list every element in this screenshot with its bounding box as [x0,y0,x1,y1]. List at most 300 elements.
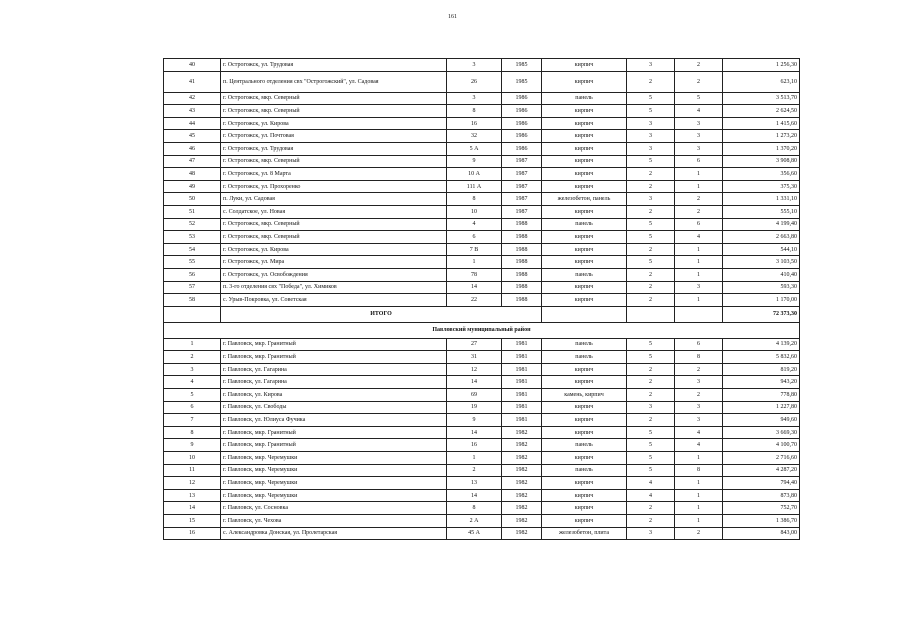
table-row [164,464,800,477]
cell-house: 3 [447,59,502,72]
cell-floors: 4 [627,489,675,502]
cell-area: 4 199,40 [723,218,800,231]
cell-year: 1986 [502,105,542,118]
cell-material: кирпич [542,117,627,130]
cell-year: 1988 [502,231,542,244]
cell-house: 27 [447,338,502,351]
cell-material: кирпич [542,256,627,269]
cell-year: 1988 [502,281,542,294]
cell-entrances: 2 [675,71,723,92]
cell-house: 12 [447,363,502,376]
cell-material: кирпич [542,376,627,389]
cell-entrances: 1 [675,268,723,281]
cell-floors: 5 [627,231,675,244]
cell-area: 1 370,20 [723,142,800,155]
cell-year: 1982 [502,452,542,465]
cell-material: кирпич [542,294,627,307]
cell-number: 2 [164,351,221,364]
cell-entrances: 1 [675,256,723,269]
cell-entrances: 3 [675,281,723,294]
cell-number: 54 [164,243,221,256]
cell-material: панель [542,439,627,452]
cell-entrances: 4 [675,426,723,439]
cell-address: п. 3-го отделения свх "Победа", ул. Химиков [221,281,447,294]
table-row [164,439,800,452]
cell-number: 42 [164,92,221,105]
cell-area: 1 273,20 [723,130,800,143]
cell-year: 1986 [502,92,542,105]
cell-area: 4 139,20 [723,338,800,351]
cell-year: 1986 [502,130,542,143]
table-row [164,351,800,364]
cell-entrances: 1 [675,515,723,528]
cell-year: 1988 [502,218,542,231]
table-row [164,205,800,218]
cell-material: кирпич [542,401,627,414]
cell-material: камень, кирпич [542,389,627,402]
cell-house: 8 [447,502,502,515]
cell-area: 843,00 [723,527,800,540]
cell-entrances: 5 [675,92,723,105]
section-b-rows [164,338,800,540]
cell-material: кирпич [542,281,627,294]
cell-year: 1987 [502,155,542,168]
total-label: ИТОГО [221,306,542,322]
cell-number: 8 [164,426,221,439]
cell-entrances: 1 [675,489,723,502]
cell-entrances: 2 [675,59,723,72]
cell-area: 778,80 [723,389,800,402]
page-number: 161 [448,14,457,20]
cell-house: 111 А [447,180,502,193]
cell-floors: 3 [627,527,675,540]
cell-address: г. Павловск, ул. Свободы [221,401,447,414]
cell-area: 1 386,70 [723,515,800,528]
cell-address: г. Острогожск, ул. Кирова [221,117,447,130]
cell-number: 12 [164,477,221,490]
cell-floors: 2 [627,268,675,281]
cell-floors: 5 [627,426,675,439]
cell-material: кирпич [542,71,627,92]
cell-material: панель [542,268,627,281]
table-row [164,527,800,540]
cell-material: кирпич [542,142,627,155]
cell-area: 1 227,80 [723,401,800,414]
cell-floors: 5 [627,92,675,105]
cell-address: г. Павловск, ул. Кирова [221,389,447,402]
cell-entrances: 4 [675,105,723,118]
cell-year: 1981 [502,363,542,376]
cell-house: 10 А [447,168,502,181]
table-row [164,294,800,307]
table-row [164,218,800,231]
cell-material: панель [542,464,627,477]
cell-number: 41 [164,71,221,92]
table-row [164,130,800,143]
cell-year: 1981 [502,338,542,351]
cell-area: 943,20 [723,376,800,389]
cell-material: кирпич [542,205,627,218]
cell-area: 623,10 [723,71,800,92]
cell-year: 1987 [502,205,542,218]
cell-material: кирпич [542,515,627,528]
cell-area: 2 663,80 [723,231,800,244]
cell-address: г. Павловск, мкр. Гранитный [221,338,447,351]
table-row [164,268,800,281]
cell-address: г. Павловск, ул. Гагарина [221,363,447,376]
cell-floors: 5 [627,464,675,477]
cell-material: кирпич [542,489,627,502]
cell-number: 53 [164,231,221,244]
cell-house: 69 [447,389,502,402]
cell-house: 16 [447,439,502,452]
cell-entrances: 1 [675,477,723,490]
cell-entrances: 2 [675,527,723,540]
cell-area: 544,10 [723,243,800,256]
cell-house: 9 [447,414,502,427]
cell-address: г. Павловск, мкр. Гранитный [221,426,447,439]
cell-material: кирпич [542,426,627,439]
cell-number: 56 [164,268,221,281]
cell-entrances: 2 [675,193,723,206]
table-row [164,477,800,490]
cell-area: 4 287,20 [723,464,800,477]
cell-number: 9 [164,439,221,452]
cell-address: г. Острогожск, ул. Почтовая [221,130,447,143]
table-row [164,142,800,155]
cell-floors: 5 [627,338,675,351]
cell-floors: 2 [627,414,675,427]
cell-house: 7 В [447,243,502,256]
cell-year: 1982 [502,477,542,490]
region-header-row [164,322,800,338]
cell-year: 1988 [502,294,542,307]
cell-year: 1985 [502,71,542,92]
cell-material: кирпич [542,452,627,465]
cell-floors: 3 [627,117,675,130]
cell-number: 44 [164,117,221,130]
cell-floors: 2 [627,294,675,307]
cell-entrances: 1 [675,452,723,465]
cell-floors: 3 [627,59,675,72]
cell-year: 1982 [502,515,542,528]
cell-material: кирпич [542,105,627,118]
cell-year: 1986 [502,142,542,155]
cell-number: 6 [164,401,221,414]
cell-number: 50 [164,193,221,206]
cell-address: г. Павловск, мкр. Черемушки [221,452,447,465]
cell-year: 1981 [502,401,542,414]
cell-area: 3 513,70 [723,92,800,105]
table-row [164,489,800,502]
cell-number: 1 [164,338,221,351]
cell-number: 40 [164,59,221,72]
cell-material: панель [542,218,627,231]
cell-floors: 2 [627,281,675,294]
cell-address: г. Острогожск, мкр. Северный [221,92,447,105]
cell-year: 1987 [502,168,542,181]
cell-material: кирпич [542,231,627,244]
cell-floors: 5 [627,452,675,465]
table-row [164,502,800,515]
cell-year: 1987 [502,180,542,193]
cell-area: 3 908,80 [723,155,800,168]
cell-house: 14 [447,376,502,389]
table-row [164,256,800,269]
cell-house: 14 [447,489,502,502]
table-row [164,168,800,181]
cell-address: г. Павловск, мкр. Гранитный [221,439,447,452]
cell-house: 10 [447,205,502,218]
total-value: 72 373,30 [723,306,800,322]
cell-area: 752,70 [723,502,800,515]
cell-entrances: 4 [675,231,723,244]
cell-area: 3 103,50 [723,256,800,269]
table-row [164,105,800,118]
cell-entrances: 1 [675,180,723,193]
cell-year: 1982 [502,464,542,477]
cell-floors: 5 [627,155,675,168]
cell-entrances: 2 [675,363,723,376]
cell-number: 16 [164,527,221,540]
cell-material: панель [542,351,627,364]
cell-material: кирпич [542,180,627,193]
cell-material: кирпич [542,168,627,181]
total-row [164,306,800,322]
cell-material: панель [542,92,627,105]
cell-floors: 2 [627,180,675,193]
cell-floors: 2 [627,168,675,181]
cell-house: 14 [447,281,502,294]
cell-material: кирпич [542,59,627,72]
cell-address: г. Павловск, ул. Гагарина [221,376,447,389]
cell-area: 1 170,00 [723,294,800,307]
cell-area: 375,30 [723,180,800,193]
cell-area: 2 716,60 [723,452,800,465]
cell-year: 1985 [502,59,542,72]
cell-material: кирпич [542,155,627,168]
cell-floors: 2 [627,363,675,376]
cell-address: с. Александровка Донская, ул. Пролетарская [221,527,447,540]
table-row [164,59,800,72]
cell-address: г. Острогожск, мкр. Северный [221,231,447,244]
cell-floors: 3 [627,130,675,143]
cell-year: 1987 [502,193,542,206]
cell-floors: 2 [627,205,675,218]
cell-floors: 5 [627,351,675,364]
cell-number: 5 [164,389,221,402]
cell-floors: 5 [627,439,675,452]
cell-entrances: 3 [675,142,723,155]
cell-area: 819,20 [723,363,800,376]
cell-area: 1 331,10 [723,193,800,206]
cell-material: кирпич [542,243,627,256]
table-row [164,452,800,465]
cell-year: 1981 [502,414,542,427]
cell-floors: 3 [627,193,675,206]
cell-area: 3 669,30 [723,426,800,439]
cell-house: 8 [447,193,502,206]
cell-year: 1988 [502,243,542,256]
cell-year: 1981 [502,389,542,402]
cell-address: г. Острогожск, ул. Трудовая [221,142,447,155]
cell-year: 1988 [502,268,542,281]
cell-address: г. Павловск, мкр. Черемушки [221,477,447,490]
cell-house: 31 [447,351,502,364]
cell-material: кирпич [542,363,627,376]
cell-address: г. Павловск, ул. Сосновка [221,502,447,515]
cell-floors: 5 [627,105,675,118]
cell-address: г. Острогожск, ул. 8 Марта [221,168,447,181]
cell-entrances: 3 [675,376,723,389]
cell-house: 45 А [447,527,502,540]
cell-area: 1 415,60 [723,117,800,130]
cell-number: 58 [164,294,221,307]
cell-number: 55 [164,256,221,269]
cell-floors: 2 [627,515,675,528]
cell-house: 6 [447,231,502,244]
cell-material: панель [542,338,627,351]
cell-material: кирпич [542,502,627,515]
cell-address: г. Острогожск, ул. Мира [221,256,447,269]
cell-house: 14 [447,426,502,439]
table-row [164,389,800,402]
cell-entrances: 6 [675,155,723,168]
cell-floors: 2 [627,502,675,515]
cell-area: 356,60 [723,168,800,181]
table-row [164,363,800,376]
cell-address: г. Острогожск, мкр. Северный [221,218,447,231]
cell-number: 49 [164,180,221,193]
cell-year: 1982 [502,439,542,452]
cell-address: г. Острогожск, ул. Трудовая [221,59,447,72]
cell-floors: 4 [627,477,675,490]
cell-material: железобетон, плита [542,527,627,540]
cell-area: 873,80 [723,489,800,502]
cell-floors: 2 [627,243,675,256]
cell-address: г. Острогожск, мкр. Северный [221,105,447,118]
cell-entrances: 1 [675,243,723,256]
table-row [164,414,800,427]
cell-area: 410,40 [723,268,800,281]
cell-area: 555,10 [723,205,800,218]
cell-address: г. Павловск, мкр. Гранитный [221,351,447,364]
cell-number: 15 [164,515,221,528]
cell-house: 16 [447,117,502,130]
table-row [164,231,800,244]
total-section [164,306,800,338]
table-row [164,515,800,528]
cell-house: 19 [447,401,502,414]
table-row [164,71,800,92]
cell-entrances: 1 [675,168,723,181]
cell-floors: 2 [627,71,675,92]
cell-house: 26 [447,71,502,92]
cell-house: 8 [447,105,502,118]
cell-number: 46 [164,142,221,155]
cell-entrances: 3 [675,414,723,427]
cell-number: 47 [164,155,221,168]
cell-address: п. Центрального отделения свх "Острогожский", ул. Садовая [221,71,447,92]
cell-house: 1 [447,256,502,269]
cell-area: 794,40 [723,477,800,490]
cell-floors: 2 [627,376,675,389]
cell-address: г. Павловск, ул. Чехова [221,515,447,528]
table-row [164,180,800,193]
cell-entrances: 2 [675,205,723,218]
cell-material: железобетон, панель [542,193,627,206]
cell-material: кирпич [542,130,627,143]
cell-entrances: 3 [675,117,723,130]
cell-address: г. Острогожск, ул. Прохоренко [221,180,447,193]
cell-entrances: 8 [675,351,723,364]
cell-year: 1982 [502,489,542,502]
cell-house: 9 [447,155,502,168]
table-row [164,117,800,130]
cell-floors: 5 [627,218,675,231]
cell-entrances: 6 [675,338,723,351]
cell-floors: 3 [627,142,675,155]
cell-number: 7 [164,414,221,427]
cell-area: 5 832,60 [723,351,800,364]
cell-house: 13 [447,477,502,490]
cell-entrances: 2 [675,389,723,402]
cell-entrances: 8 [675,464,723,477]
section-a-rows [164,59,800,307]
cell-address: г. Острогожск, ул. Кирова [221,243,447,256]
cell-number: 10 [164,452,221,465]
table-row [164,155,800,168]
table-row [164,376,800,389]
cell-area: 593,30 [723,281,800,294]
cell-year: 1986 [502,117,542,130]
cell-entrances: 3 [675,130,723,143]
cell-address: г. Острогожск, ул. Освобождения [221,268,447,281]
cell-floors: 2 [627,389,675,402]
cell-address: г. Павловск, ул. Юлиуса Фучика [221,414,447,427]
cell-number: 52 [164,218,221,231]
cell-house: 32 [447,130,502,143]
cell-area: 949,60 [723,414,800,427]
cell-house: 1 [447,452,502,465]
cell-year: 1982 [502,426,542,439]
cell-house: 22 [447,294,502,307]
table-row [164,92,800,105]
table-row [164,338,800,351]
cell-house: 2 А [447,515,502,528]
cell-material: кирпич [542,414,627,427]
cell-floors: 5 [627,256,675,269]
cell-area: 4 100,70 [723,439,800,452]
cell-house: 3 [447,92,502,105]
table-row [164,401,800,414]
cell-material: кирпич [542,477,627,490]
cell-entrances: 6 [675,218,723,231]
cell-address: с. Урыв-Покровка, ул. Советская [221,294,447,307]
cell-number: 3 [164,363,221,376]
cell-number: 11 [164,464,221,477]
cell-floors: 3 [627,401,675,414]
cell-area: 2 624,50 [723,105,800,118]
cell-house: 78 [447,268,502,281]
cell-entrances: 4 [675,439,723,452]
cell-year: 1981 [502,351,542,364]
cell-address: г. Острогожск, мкр. Северный [221,155,447,168]
region-title: Павловский муниципальный район [164,322,800,338]
cell-address: п. Луки, ул. Садовая [221,193,447,206]
cell-entrances: 1 [675,502,723,515]
cell-area: 1 256,30 [723,59,800,72]
